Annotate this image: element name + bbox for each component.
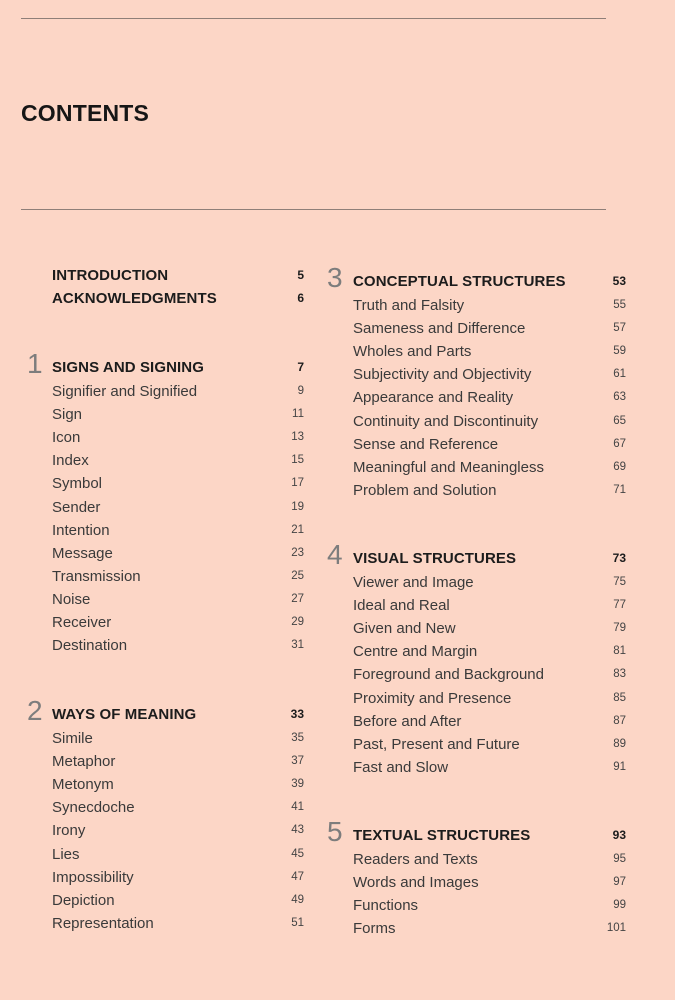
toc-entry-page: 101 (606, 922, 626, 935)
toc-entry-label: Words and Images (353, 874, 479, 892)
toc-entry-page: 81 (613, 645, 626, 658)
toc-entry-label: Ideal and Real (353, 597, 450, 615)
section-heading[interactable] (353, 270, 626, 293)
page-title: CONTENTS (21, 100, 150, 126)
toc-entry-page: 79 (613, 622, 626, 635)
toc-entry-label: Readers and Texts (353, 851, 478, 868)
toc-entry[interactable] (353, 433, 626, 456)
toc-entry[interactable] (52, 426, 304, 449)
section-title: VISUAL STRUCTURES (353, 550, 517, 567)
toc-entry-page: 31 (291, 639, 304, 652)
toc-entry[interactable] (353, 756, 626, 779)
section-title: TEXTUAL STRUCTURES (353, 827, 531, 844)
toc-entry-page: 75 (613, 576, 626, 588)
toc-entry-label: Intention (52, 521, 110, 539)
toc-entry[interactable] (52, 866, 304, 889)
toc-entry-page: 77 (613, 599, 626, 612)
toc-entry[interactable] (52, 819, 304, 842)
toc-entry-page: 95 (613, 853, 626, 865)
toc-entry-page: 9 (297, 385, 304, 397)
section-title: CONCEPTUAL STRUCTURES (353, 273, 566, 290)
front-matter-page: 5 (297, 268, 304, 282)
front-matter-label: INTRODUCTION (52, 267, 169, 284)
toc-entry[interactable] (353, 894, 626, 917)
toc-entry-label: Metaphor (52, 753, 116, 771)
toc-entry-page: 15 (291, 454, 304, 467)
toc-entry-label: Viewer and Image (353, 574, 474, 591)
toc-entry-label: Message (52, 544, 113, 562)
toc-entry-page: 43 (291, 824, 304, 837)
toc-entry[interactable] (353, 640, 626, 663)
toc-entry-label: Fast and Slow (353, 758, 449, 776)
toc-entry-label: Subjectivity and Objectivity (353, 366, 532, 384)
toc-entry[interactable] (52, 519, 304, 542)
toc-entry[interactable] (52, 449, 304, 472)
toc-entry-page: 35 (291, 732, 304, 744)
toc-entry-label: Sameness and Difference (353, 320, 526, 338)
toc-entry[interactable] (52, 889, 304, 912)
toc-entry-page: 87 (613, 714, 626, 727)
toc-entry-label: Past, Present and Future (353, 735, 520, 753)
toc-entry-label: Lies (52, 845, 80, 863)
toc-entry-label: Signifier and Signified (52, 383, 198, 400)
section-heading[interactable] (353, 824, 626, 847)
toc-entry-label: Functions (353, 897, 419, 915)
toc-entry[interactable] (52, 542, 304, 565)
section-heading[interactable] (353, 547, 626, 570)
toc-entry-page: 11 (292, 408, 304, 421)
toc-entry[interactable] (353, 340, 626, 363)
toc-entry[interactable] (52, 912, 304, 935)
toc-entry-label: Sense and Reference (353, 435, 499, 453)
toc-entry-page: 27 (291, 592, 304, 605)
toc-entry[interactable] (52, 403, 304, 426)
section-page: 33 (290, 707, 304, 721)
toc-entry[interactable] (52, 843, 304, 866)
toc-entry[interactable] (52, 634, 304, 657)
toc-entry-label: Sender (52, 498, 101, 516)
toc-entry-label: Depiction (52, 891, 115, 909)
toc-entry[interactable] (52, 472, 304, 495)
toc-entry-label: Destination (52, 637, 128, 655)
section-number: 4 (327, 539, 343, 570)
toc-entry-page: 85 (613, 691, 626, 704)
toc-entry-label: Problem and Solution (353, 481, 497, 499)
section-page: 7 (297, 360, 304, 374)
toc-entry[interactable] (353, 617, 626, 640)
toc-entry-page: 99 (613, 899, 626, 912)
toc-entry-page: 41 (291, 801, 304, 814)
toc-entry[interactable] (353, 571, 626, 594)
toc-entry[interactable] (353, 594, 626, 617)
toc-entry-page: 57 (613, 322, 626, 335)
toc-entry-label: Icon (52, 429, 81, 447)
toc-entry-label: Synecdoche (52, 799, 135, 817)
section-page: 73 (612, 551, 626, 565)
toc-entry-label: Truth and Falsity (353, 297, 465, 314)
toc-entry-page: 71 (613, 483, 626, 496)
toc-entry[interactable] (353, 363, 626, 386)
toc-entry-page: 25 (291, 569, 304, 582)
toc-entry-page: 23 (291, 546, 304, 559)
toc-entry[interactable] (52, 588, 304, 611)
toc-entry-page: 51 (291, 916, 304, 929)
front-matter-label: ACKNOWLEDGMENTS (52, 290, 217, 307)
toc-entry-page: 61 (613, 368, 626, 381)
toc-entry-page: 19 (291, 500, 304, 513)
toc-entry-page: 13 (291, 431, 304, 444)
section-number: 5 (327, 816, 343, 847)
toc-entry-page: 55 (613, 299, 626, 311)
toc-entry[interactable] (52, 750, 304, 773)
toc-entry-page: 39 (291, 778, 304, 791)
toc-entry-label: Meaningful and Meaningless (353, 458, 544, 476)
section-number: 1 (27, 348, 43, 379)
toc-entry-label: Index (52, 452, 89, 470)
toc-entry[interactable] (52, 565, 304, 588)
front-matter-page: 6 (297, 291, 304, 305)
toc-entry-page: 91 (613, 760, 626, 773)
toc-entry-page: 29 (291, 616, 304, 628)
section-title: WAYS OF MEANING (52, 706, 197, 723)
toc-entry-label: Metonym (52, 776, 114, 794)
toc-entry-label: Before and After (353, 712, 462, 730)
toc-entry-page: 49 (291, 893, 304, 906)
toc-entry[interactable] (52, 796, 304, 819)
toc-entry[interactable] (52, 773, 304, 796)
toc-entry[interactable] (353, 386, 626, 409)
toc-entry-page: 47 (291, 870, 304, 883)
toc-entry-page: 65 (613, 414, 626, 427)
toc-entry[interactable] (353, 294, 626, 317)
toc-entry[interactable] (52, 727, 304, 750)
toc-entry-page: 21 (291, 523, 304, 536)
toc-entry[interactable] (353, 456, 626, 479)
header-rule (21, 209, 606, 210)
front-matter-item[interactable] (52, 264, 304, 287)
toc-entry[interactable] (52, 611, 304, 634)
toc-entry[interactable] (353, 479, 626, 502)
toc-entry[interactable] (353, 917, 626, 940)
toc-entry-label: Symbol (52, 475, 103, 493)
toc-entry-label: Continuity and Discontinuity (353, 412, 539, 430)
toc-entry-page: 45 (291, 847, 304, 860)
toc-entry[interactable] (353, 848, 626, 871)
toc-entry[interactable] (353, 710, 626, 733)
section-page: 53 (612, 274, 626, 288)
toc-entry-label: Sign (52, 406, 83, 424)
toc-entry-page: 59 (613, 345, 626, 358)
toc-entry-page: 97 (613, 876, 626, 889)
toc-entry[interactable] (52, 380, 304, 403)
toc-entry-page: 89 (613, 737, 626, 750)
toc-entry-label: Foreground and Background (353, 666, 544, 684)
top-rule (21, 18, 606, 19)
toc-entry-label: Irony (52, 822, 86, 840)
section-heading[interactable] (52, 703, 304, 726)
toc-entry-label: Representation (52, 914, 154, 932)
toc-entry-page: 37 (291, 755, 304, 768)
toc-entry-label: Wholes and Parts (353, 343, 472, 361)
toc-entry[interactable] (353, 687, 626, 710)
toc-entry-label: Forms (353, 920, 396, 938)
toc-entry-label: Given and New (353, 620, 456, 638)
toc-entry-page: 69 (613, 460, 626, 473)
toc-entry-label: Proximity and Presence (353, 689, 512, 707)
toc-entry[interactable] (353, 733, 626, 756)
toc-entry-label: Noise (52, 590, 91, 608)
toc-entry-label: Impossibility (52, 868, 134, 886)
section-page: 93 (612, 828, 626, 842)
section-title: SIGNS AND SIGNING (52, 359, 204, 376)
toc-entry-page: 67 (613, 437, 626, 450)
toc-entry[interactable] (353, 317, 626, 340)
toc-entry-label: Centre and Margin (353, 643, 478, 661)
toc-entry[interactable] (353, 410, 626, 433)
toc-entry-page: 17 (291, 477, 304, 490)
toc-entry[interactable] (52, 496, 304, 519)
toc-entry-label: Transmission (52, 567, 141, 585)
toc-entry-label: Receiver (52, 614, 112, 631)
toc-entry-label: Simile (52, 730, 93, 747)
section-number: 2 (27, 695, 43, 726)
front-matter-item[interactable] (52, 287, 304, 310)
section-number: 3 (327, 262, 343, 293)
toc-entry-label: Appearance and Reality (353, 389, 514, 407)
toc-entry-page: 83 (613, 668, 626, 681)
toc-entry[interactable] (353, 663, 626, 686)
section-heading[interactable] (52, 356, 304, 379)
toc-entry[interactable] (353, 871, 626, 894)
toc-entry-page: 63 (613, 391, 626, 404)
